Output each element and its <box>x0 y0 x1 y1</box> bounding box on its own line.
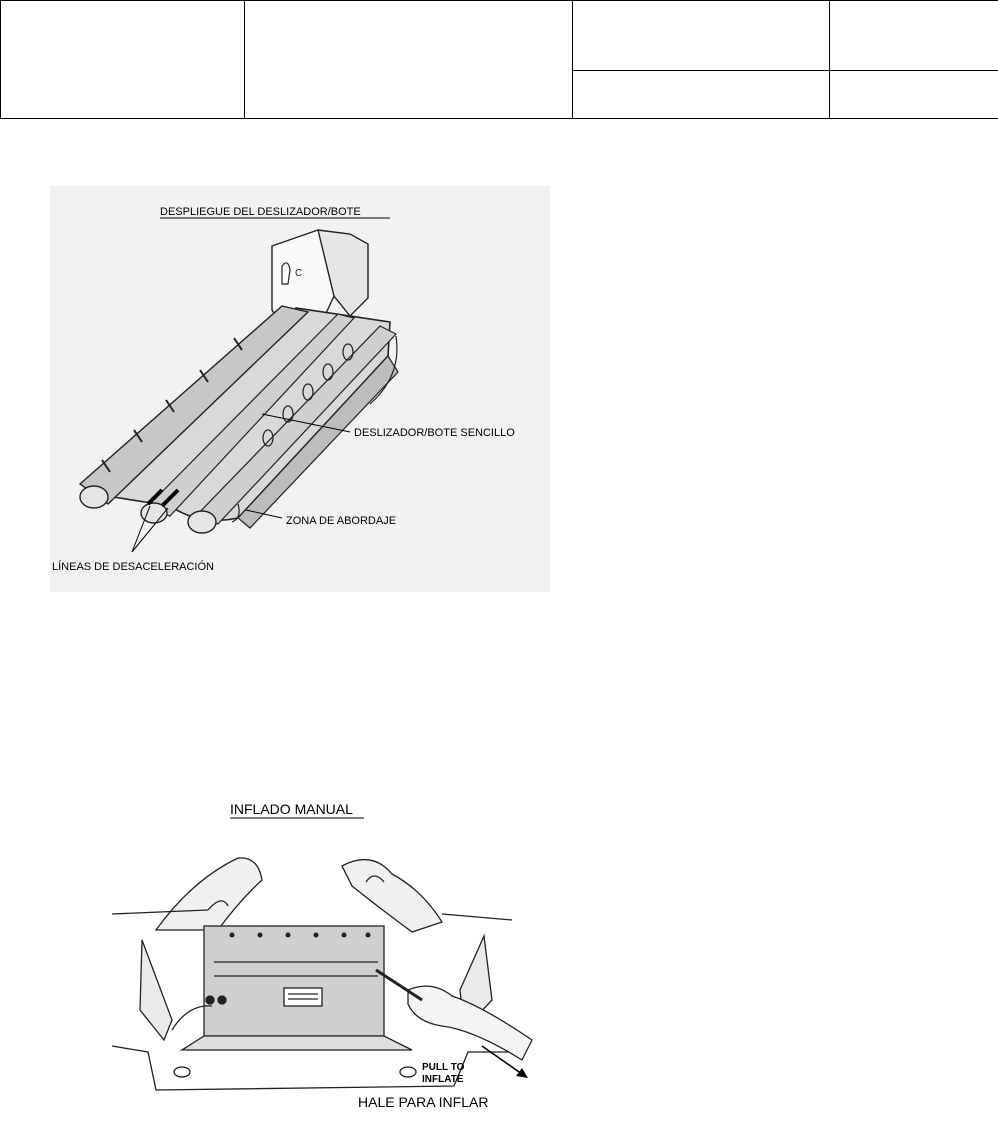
slide-callout: DESLIZADOR/BOTE SENCILLO <box>354 427 515 439</box>
deceleration-lines-callout: LÍNEAS DE DESACELERACIÓN <box>52 561 214 573</box>
manual-inflation-figure <box>112 790 542 1120</box>
pull-to-inflate-caption: HALE PARA INFLAR <box>358 1094 489 1110</box>
header-cell <box>573 1 830 71</box>
header-cell <box>245 1 573 119</box>
header-table <box>0 0 998 118</box>
pull-to-inflate-label-line2: INFLATE <box>422 1074 464 1085</box>
figure2-title: INFLADO MANUAL <box>230 801 353 817</box>
header-cell <box>573 71 830 119</box>
header-cell <box>830 71 998 119</box>
inflation-panel-illustration <box>112 858 532 1090</box>
boarding-zone-callout: ZONA DE ABORDAJE <box>286 515 397 527</box>
svg-text:C: C <box>295 268 303 279</box>
header-cell <box>830 1 998 71</box>
pull-to-inflate-label-line1: PULL TO <box>422 1062 465 1073</box>
slide-deployment-figure <box>50 186 550 592</box>
figure1-title: DESPLIEGUE DEL DESLIZADOR/BOTE <box>160 206 361 218</box>
header-cell <box>1 1 245 119</box>
